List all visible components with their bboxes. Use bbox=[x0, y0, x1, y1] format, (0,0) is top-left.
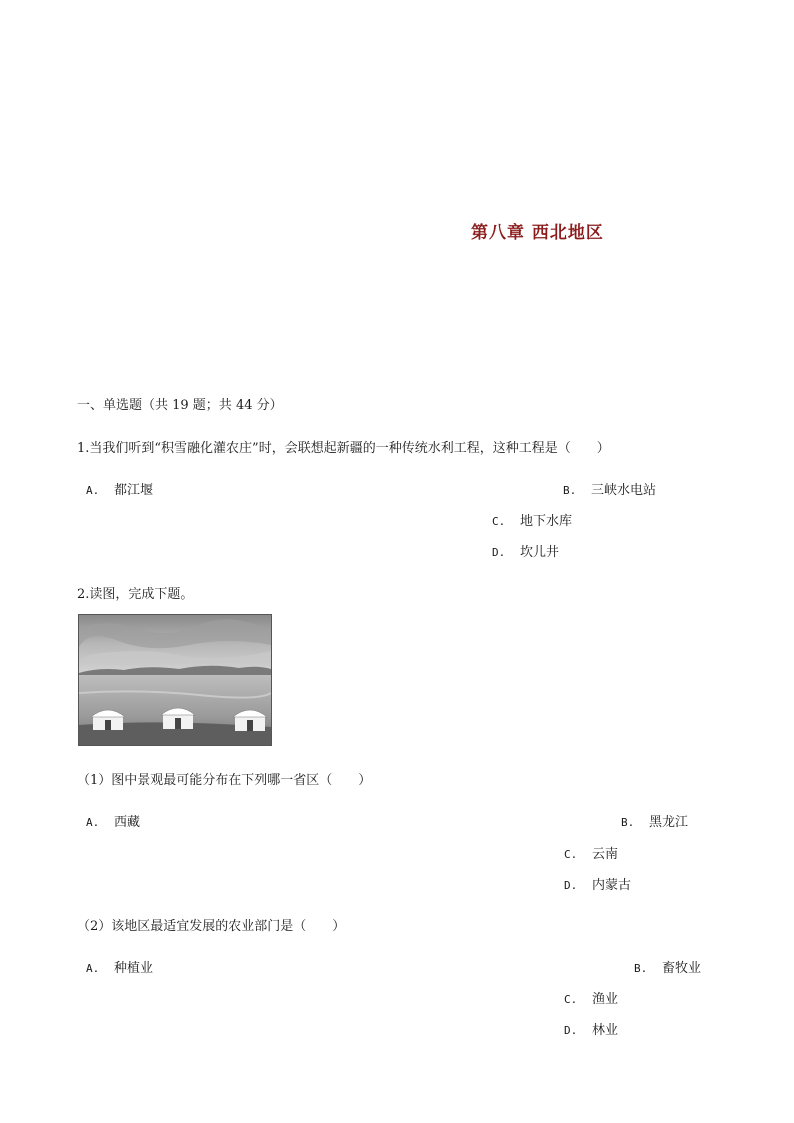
question-1-stem: 1.当我们听到“积雪融化灌农庄”时，会联想起新疆的一种传统水利工程，这种工程是（ ） bbox=[77, 441, 610, 456]
subquestion-1-stem: （1）图中景观最可能分布在下列哪一省区（ ） bbox=[77, 773, 372, 788]
option-letter: D. bbox=[492, 546, 506, 559]
option-text: 云南 bbox=[592, 847, 619, 862]
option-letter: D. bbox=[564, 1024, 578, 1037]
option-text: 种植业 bbox=[114, 961, 154, 976]
option-text: 坎儿井 bbox=[520, 545, 560, 560]
subquestion-2-option-d[interactable] bbox=[564, 1019, 618, 1038]
question-1-option-c[interactable] bbox=[492, 510, 572, 529]
grassland-yurts-photo bbox=[78, 614, 272, 746]
subquestion-2-stem: （2）该地区最适宜发展的农业部门是（ ） bbox=[77, 919, 346, 934]
option-text: 黑龙江 bbox=[649, 815, 689, 830]
option-text: 畜牧业 bbox=[662, 961, 702, 976]
question-1-option-b[interactable] bbox=[563, 479, 656, 498]
option-letter: C. bbox=[564, 848, 578, 861]
option-letter: A. bbox=[86, 816, 100, 829]
subquestion-1-option-b[interactable] bbox=[621, 811, 688, 830]
option-text: 地下水库 bbox=[520, 514, 573, 529]
option-letter: B. bbox=[621, 816, 635, 829]
option-letter: B. bbox=[563, 484, 577, 497]
subquestion-2-option-a[interactable] bbox=[86, 957, 153, 976]
section-heading: 一、单选题（共 19 题；共 44 分） bbox=[77, 398, 283, 413]
option-text: 内蒙古 bbox=[592, 878, 632, 893]
page-title: 第八章 西北地区 bbox=[471, 223, 604, 243]
option-letter: C. bbox=[492, 515, 506, 528]
question-2-stem: 2.读图，完成下题。 bbox=[77, 587, 194, 602]
subquestion-1-option-d[interactable] bbox=[564, 874, 631, 893]
option-letter: D. bbox=[564, 879, 578, 892]
subquestion-1-option-c[interactable] bbox=[564, 843, 618, 862]
subquestion-2-option-c[interactable] bbox=[564, 988, 618, 1007]
option-letter: A. bbox=[86, 484, 100, 497]
option-text: 都江堰 bbox=[114, 483, 154, 498]
option-letter: A. bbox=[86, 962, 100, 975]
option-text: 西藏 bbox=[114, 815, 141, 830]
option-letter: C. bbox=[564, 993, 578, 1006]
option-text: 三峡水电站 bbox=[591, 483, 657, 498]
subquestion-1-option-a[interactable] bbox=[86, 811, 140, 830]
subquestion-2-option-b[interactable] bbox=[634, 957, 701, 976]
option-text: 林业 bbox=[592, 1023, 619, 1038]
question-1-option-d[interactable] bbox=[492, 541, 559, 560]
question-1-option-a[interactable] bbox=[86, 479, 153, 498]
option-letter: B. bbox=[634, 962, 648, 975]
option-text: 渔业 bbox=[592, 992, 619, 1007]
